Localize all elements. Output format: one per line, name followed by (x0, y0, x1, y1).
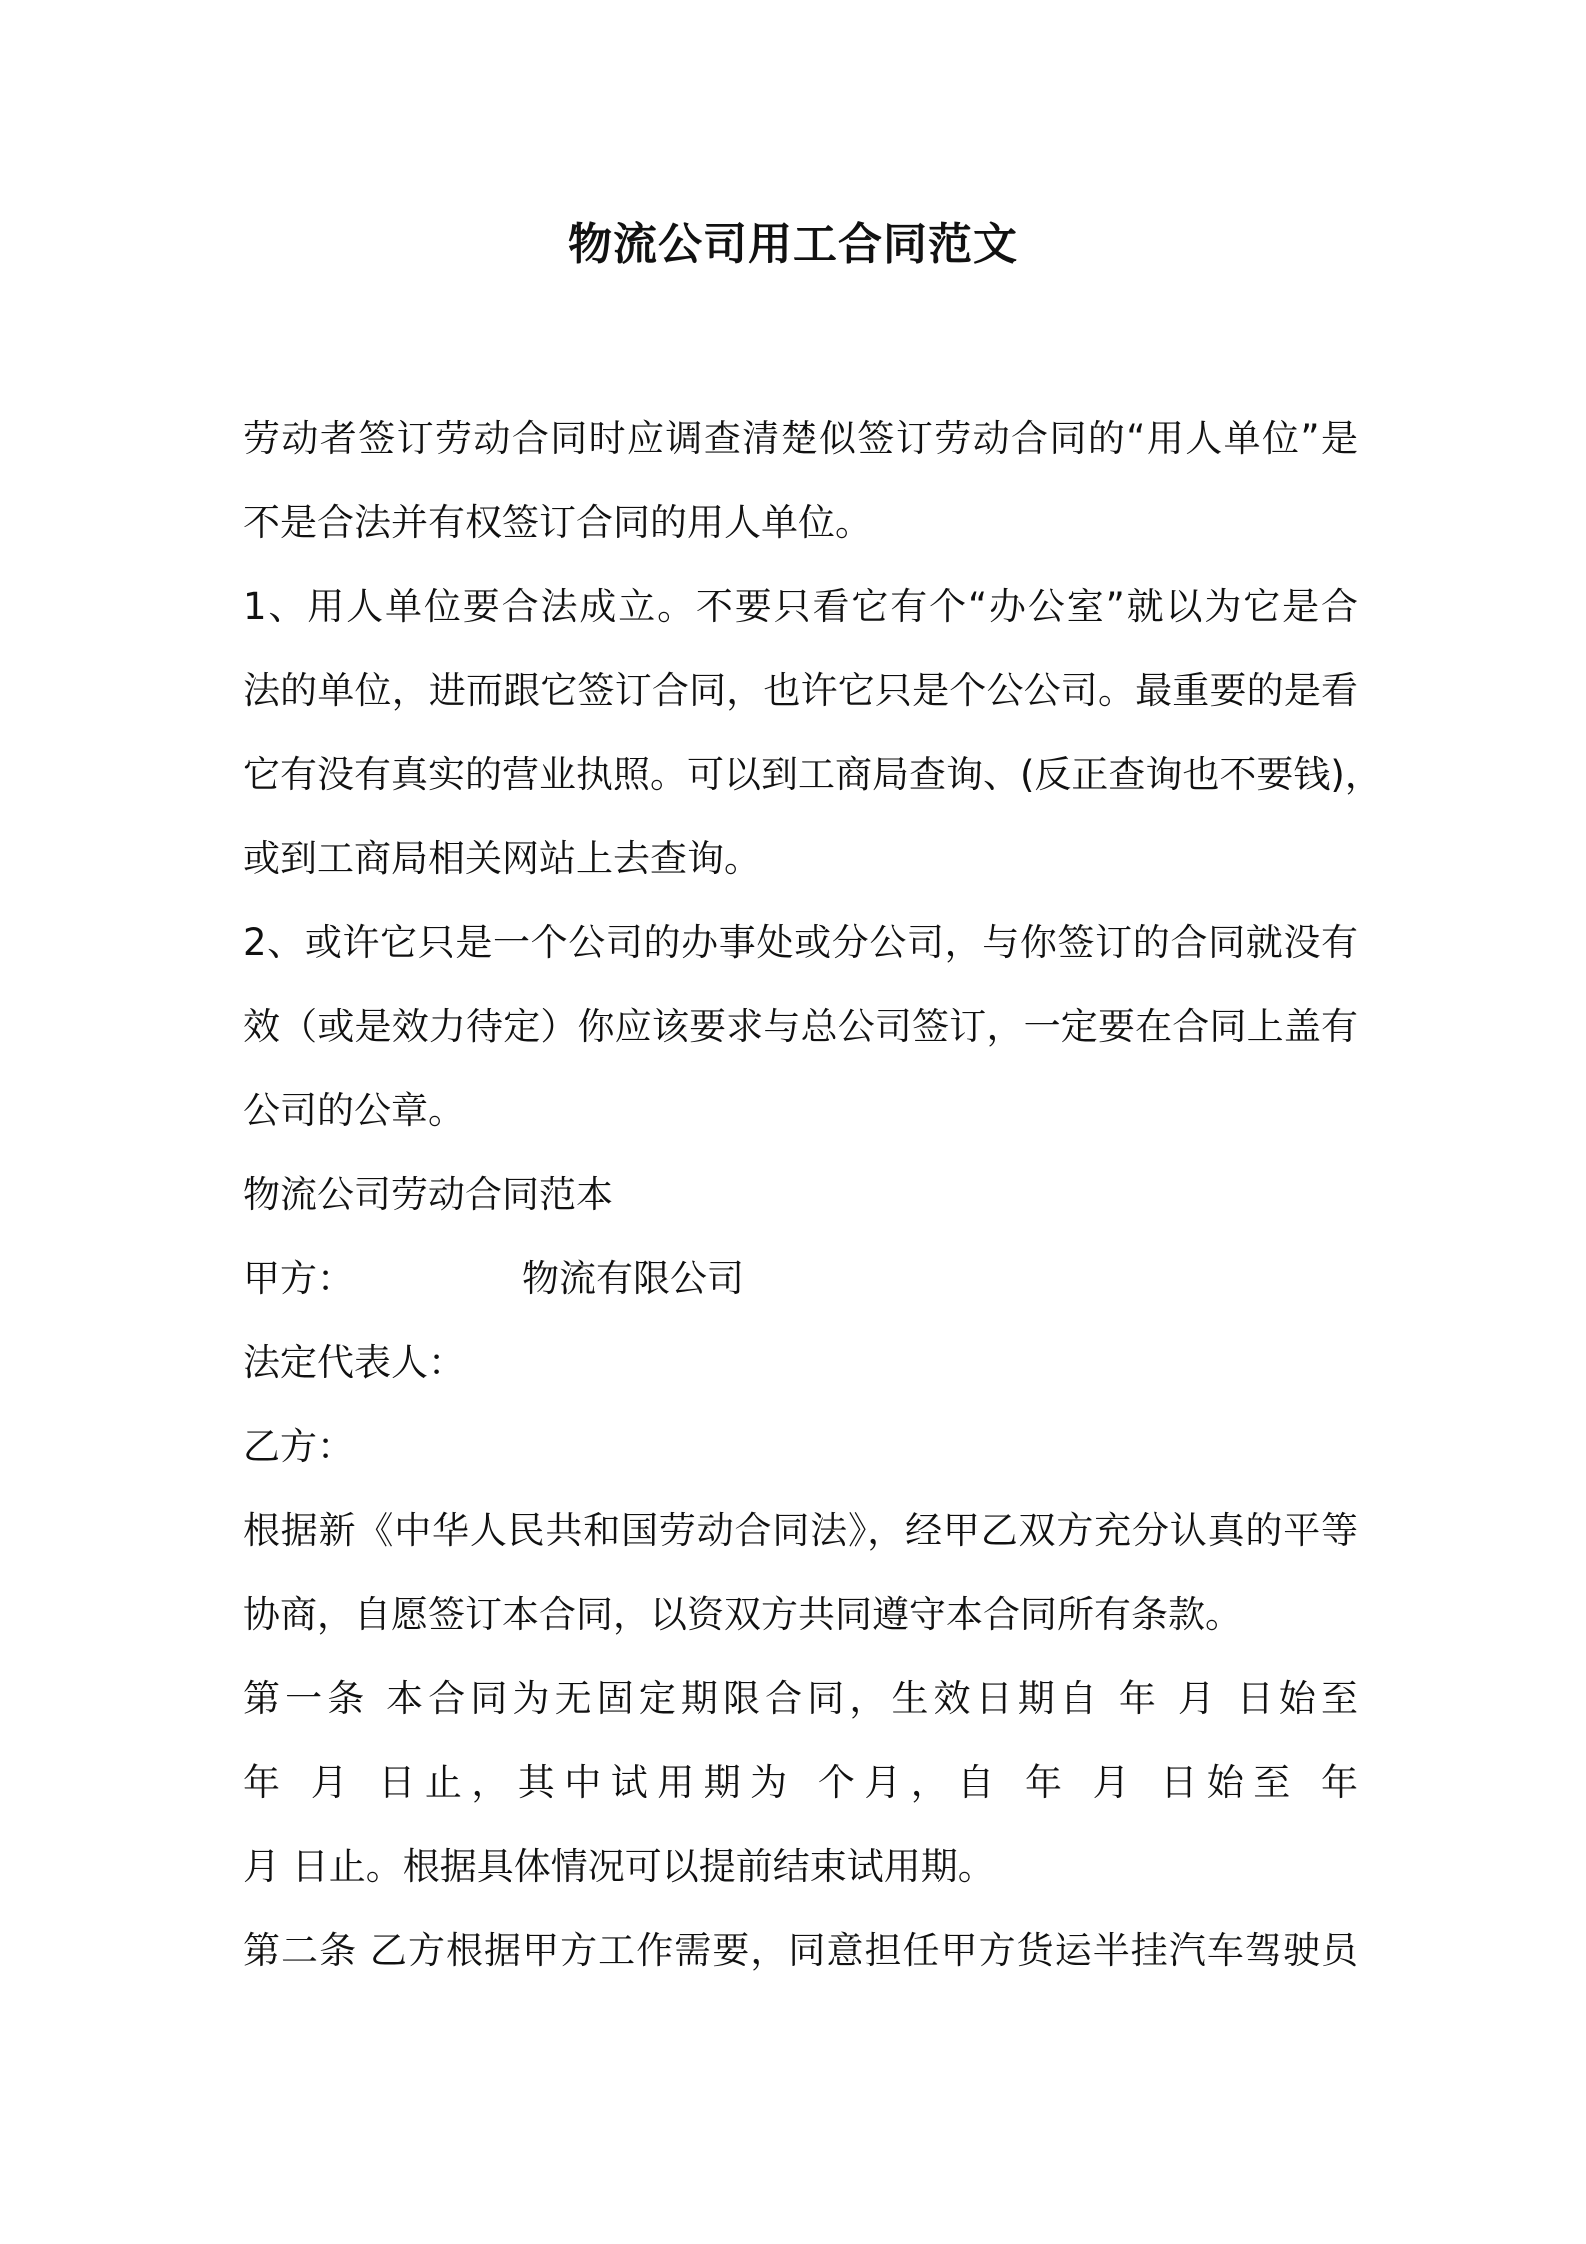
paragraph-line: 不是合法并有权签订合同的用人单位。 (243, 501, 872, 544)
party-a-value: 物流有限公司 (522, 1257, 744, 1300)
paragraph-line: 效（或是效力待定）你应该要求与总公司签订，一定要在合同上盖有 (243, 1005, 1358, 1048)
paragraph-line: 1、用人单位要合法成立。不要只看它有个“办公室”就以为它是合 (243, 585, 1358, 628)
paragraph-line: 根据新《中华人民共和国劳动合同法》，经甲乙双方充分认真的平等 (243, 1509, 1358, 1552)
paragraph-line: 2、或许它只是一个公司的办事处或分公司，与你签订的合同就没有 (243, 921, 1358, 964)
article-line: 第一条 本合同为无固定期限合同，生效日期自 年 月 日始至 (243, 1677, 1358, 1720)
party-b-line: 乙方： (243, 1425, 354, 1468)
document-body (243, 397, 1382, 1993)
paragraph-line: 公司的公章。 (243, 1089, 465, 1132)
paragraph-line: 法的单位，进而跟它签订合同，也许它只是个公公司。最重要的是看 (243, 669, 1358, 712)
paragraph-line: 协商，自愿签订本合同，以资双方共同遵守本合同所有条款。 (243, 1593, 1242, 1636)
party-a-line (243, 1237, 1358, 1321)
article-line: 年 月 日止，其中试用期为 个月，自 年 月 日始至 年 (243, 1761, 1358, 1804)
document-title: 物流公司用工合同范文 (568, 219, 1018, 270)
legal-representative-line: 法定代表人： (243, 1341, 465, 1384)
paragraph-line: 或到工商局相关网站上去查询。 (243, 837, 761, 880)
paragraph-line: 劳动者签订劳动合同时应调查清楚似签订劳动合同的“用人单位”是 (243, 417, 1358, 460)
article-line: 月 日止。根据具体情况可以提前结束试用期。 (243, 1845, 995, 1888)
article-line: 第二条 乙方根据甲方工作需要，同意担任甲方货运半挂汽车驾驶员 (243, 1929, 1358, 1972)
section-heading: 物流公司劳动合同范本 (243, 1173, 613, 1216)
party-a-label: 甲方： (243, 1257, 354, 1300)
paragraph-line: 它有没有真实的营业执照。可以到工商局查询、(反正查询也不要钱)， (243, 753, 1382, 796)
